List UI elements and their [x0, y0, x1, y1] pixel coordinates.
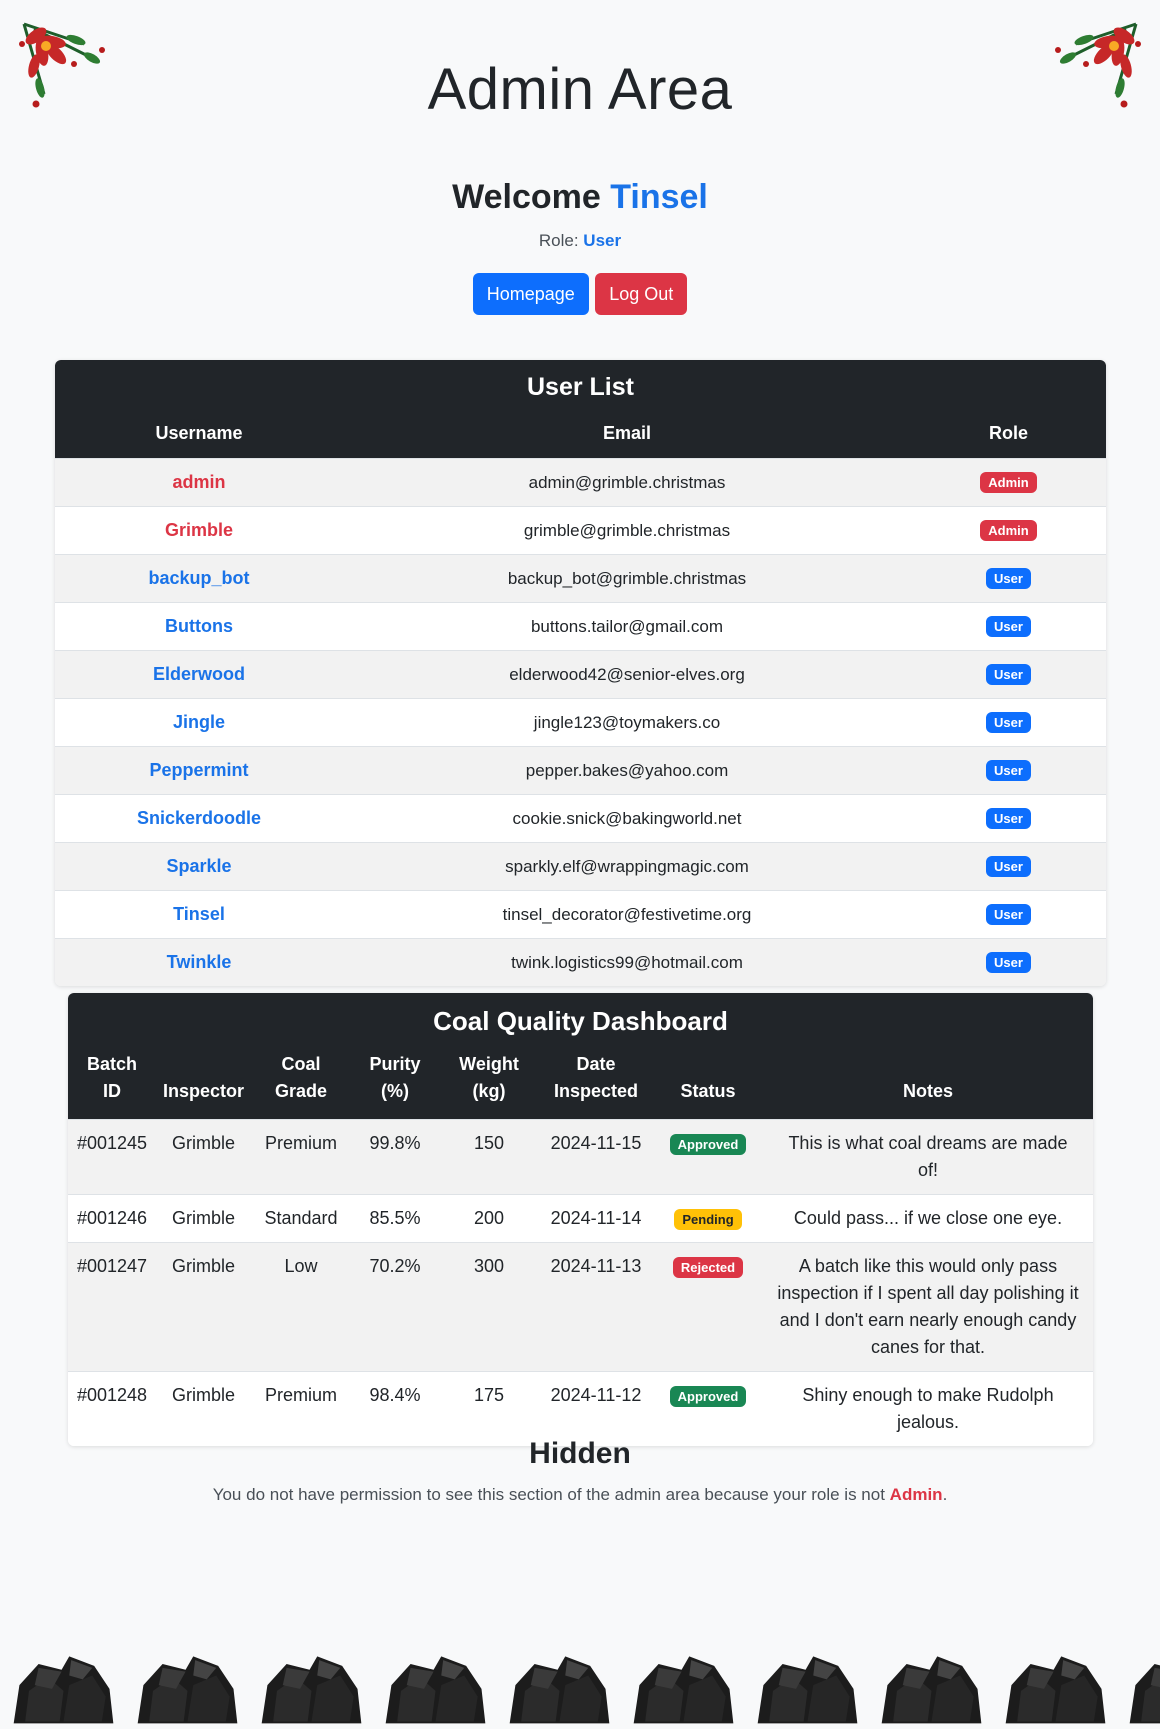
- table-row: [68, 1243, 1093, 1372]
- coal-pile-icon: [626, 1645, 741, 1729]
- hidden-message-role: Admin: [889, 1485, 943, 1504]
- hidden-message-suffix: .: [942, 1485, 948, 1504]
- logout-button[interactable]: Log Out: [595, 273, 687, 315]
- table-row: [68, 1120, 1093, 1195]
- role-cell: [911, 507, 1106, 555]
- email-cell: tinsel_decorator@festivetime.org: [343, 891, 911, 939]
- action-buttons: [0, 273, 1160, 315]
- username-cell: [55, 939, 343, 987]
- purity-cell: 85.5%: [351, 1195, 439, 1243]
- role-badge: User: [986, 568, 1031, 589]
- column-header-line1: Batch: [86, 1054, 137, 1074]
- table-row: [55, 459, 1106, 507]
- role-cell: [911, 603, 1106, 651]
- role-cell: [911, 939, 1106, 987]
- grade-cell: Premium: [251, 1372, 351, 1447]
- column-header-line2: Inspector: [162, 1081, 245, 1101]
- role-cell: [911, 795, 1106, 843]
- email-cell: backup_bot@grimble.christmas: [343, 555, 911, 603]
- table-row: [55, 555, 1106, 603]
- status-cell: [653, 1120, 763, 1195]
- coal-pile-icon: [6, 1645, 121, 1729]
- inspector-cell: Grimble: [156, 1195, 251, 1243]
- weight-cell: 175: [439, 1372, 539, 1447]
- role-cell: [911, 843, 1106, 891]
- column-header: [539, 1045, 653, 1120]
- role-cell: [911, 555, 1106, 603]
- purity-cell: 99.8%: [351, 1120, 439, 1195]
- column-header-line2: Inspected: [553, 1081, 639, 1101]
- coal-pile-icon: [750, 1645, 865, 1729]
- batch-id-cell: #001246: [68, 1195, 156, 1243]
- date-cell: 2024-11-13: [539, 1243, 653, 1372]
- coal-dashboard-card: [68, 993, 1093, 1446]
- column-header-line1: Date: [576, 1054, 616, 1074]
- weight-cell: 300: [439, 1243, 539, 1372]
- user-list-header-row: [55, 408, 1106, 459]
- notes-cell: Shiny enough to make Rudolph jealous.: [763, 1372, 1093, 1447]
- user-list-title: User List: [55, 360, 1106, 408]
- coal-pile-icon: [874, 1645, 989, 1729]
- column-header-role: Role: [911, 408, 1106, 459]
- status-cell: [653, 1372, 763, 1447]
- coal-dashboard-header-row: [68, 1045, 1093, 1120]
- column-header: [68, 1045, 156, 1120]
- username: Peppermint: [149, 760, 249, 780]
- role-cell: [911, 459, 1106, 507]
- column-header-line2: (%): [381, 1081, 409, 1101]
- coal-pile-icon: [254, 1645, 369, 1729]
- username-cell: [55, 891, 343, 939]
- date-cell: 2024-11-15: [539, 1120, 653, 1195]
- username: Twinkle: [166, 952, 232, 972]
- coal-pile-icon: [1122, 1645, 1160, 1729]
- homepage-button[interactable]: Homepage: [473, 273, 589, 315]
- username: Jingle: [172, 712, 225, 732]
- status-badge: Pending: [674, 1209, 741, 1230]
- user-list-table: [55, 408, 1106, 986]
- table-row: [55, 507, 1106, 555]
- table-row: [55, 939, 1106, 987]
- email-cell: cookie.snick@bakingworld.net: [343, 795, 911, 843]
- role-badge: User: [986, 616, 1031, 637]
- date-cell: 2024-11-12: [539, 1372, 653, 1447]
- username: Buttons: [165, 616, 233, 636]
- coal-footer-decoration: [0, 1645, 1160, 1729]
- welcome-heading: [0, 178, 1160, 217]
- role-cell: [911, 747, 1106, 795]
- hidden-section-title: Hidden: [529, 1437, 631, 1470]
- username-cell: [55, 843, 343, 891]
- column-header: [351, 1045, 439, 1120]
- column-header-line1: Coal: [281, 1054, 321, 1074]
- username-cell: [55, 747, 343, 795]
- column-header-email: Email: [343, 408, 911, 459]
- username: Snickerdoodle: [136, 808, 262, 828]
- column-header-line2: Status: [680, 1081, 736, 1101]
- table-row: [55, 795, 1106, 843]
- status-badge: Rejected: [673, 1257, 743, 1278]
- batch-id-cell: #001245: [68, 1120, 156, 1195]
- column-header-line2: (kg): [472, 1081, 506, 1101]
- notes-cell: This is what coal dreams are made of!: [763, 1120, 1093, 1195]
- table-row: [55, 747, 1106, 795]
- role-cell: [911, 891, 1106, 939]
- role-cell: [911, 699, 1106, 747]
- email-cell: elderwood42@senior-elves.org: [343, 651, 911, 699]
- status-badge: Approved: [670, 1386, 747, 1407]
- email-cell: buttons.tailor@gmail.com: [343, 603, 911, 651]
- role-value: User: [583, 231, 622, 250]
- column-header-line1: Purity: [369, 1054, 421, 1074]
- role-badge: User: [986, 760, 1031, 781]
- username-cell: [55, 555, 343, 603]
- email-cell: pepper.bakes@yahoo.com: [343, 747, 911, 795]
- notes-cell: A batch like this would only pass inspection if I spent all day polishing it and I don't earn nearly enough candy canes for that.: [763, 1243, 1093, 1372]
- username-cell: [55, 795, 343, 843]
- table-row: [55, 843, 1106, 891]
- email-cell: sparkly.elf@wrappingmagic.com: [343, 843, 911, 891]
- date-cell: 2024-11-14: [539, 1195, 653, 1243]
- role-badge: User: [986, 856, 1031, 877]
- table-row: [55, 891, 1106, 939]
- hidden-message-text: You do not have permission to see this section of the admin area because your role is not: [212, 1485, 885, 1504]
- table-row: [68, 1195, 1093, 1243]
- role-badge: User: [986, 712, 1031, 733]
- user-list-card: [55, 360, 1106, 986]
- coal-pile-icon: [998, 1645, 1113, 1729]
- purity-cell: 70.2%: [351, 1243, 439, 1372]
- batch-id-cell: #001247: [68, 1243, 156, 1372]
- status-cell: [653, 1243, 763, 1372]
- inspector-cell: Grimble: [156, 1120, 251, 1195]
- coal-pile-icon: [502, 1645, 617, 1729]
- username-cell: [55, 603, 343, 651]
- username: Sparkle: [166, 856, 232, 876]
- column-header: [653, 1045, 763, 1120]
- column-header: [439, 1045, 539, 1120]
- username: Elderwood: [152, 664, 245, 684]
- username: Tinsel: [173, 904, 225, 924]
- welcome-prefix: Welcome: [452, 178, 601, 216]
- username-cell: [55, 699, 343, 747]
- username-cell: [55, 651, 343, 699]
- coal-dashboard-title: Coal Quality Dashboard: [68, 993, 1093, 1045]
- welcome-username: Tinsel: [610, 178, 708, 216]
- role-line: [0, 231, 1160, 251]
- table-row: [55, 699, 1106, 747]
- notes-cell: Could pass... if we close one eye.: [763, 1195, 1093, 1243]
- email-cell: jingle123@toymakers.co: [343, 699, 911, 747]
- email-cell: admin@grimble.christmas: [343, 459, 911, 507]
- username: Grimble: [164, 520, 234, 540]
- column-header-line2: ID: [103, 1081, 121, 1101]
- username: admin: [172, 472, 226, 492]
- username: backup_bot: [148, 568, 250, 588]
- column-header: [251, 1045, 351, 1120]
- role-badge: Admin: [980, 472, 1036, 493]
- role-badge: User: [986, 808, 1031, 829]
- table-row: [68, 1372, 1093, 1447]
- grade-cell: Premium: [251, 1120, 351, 1195]
- coal-dashboard-table: [68, 1045, 1093, 1446]
- coal-pile-icon: [378, 1645, 493, 1729]
- email-cell: twink.logistics99@hotmail.com: [343, 939, 911, 987]
- inspector-cell: Grimble: [156, 1372, 251, 1447]
- table-row: [55, 603, 1106, 651]
- batch-id-cell: #001248: [68, 1372, 156, 1447]
- weight-cell: 200: [439, 1195, 539, 1243]
- grade-cell: Low: [251, 1243, 351, 1372]
- column-header: [763, 1045, 1093, 1120]
- status-badge: Approved: [670, 1134, 747, 1155]
- username-cell: [55, 459, 343, 507]
- purity-cell: 98.4%: [351, 1372, 439, 1447]
- hidden-section-message: [0, 1485, 1160, 1505]
- grade-cell: Standard: [251, 1195, 351, 1243]
- inspector-cell: Grimble: [156, 1243, 251, 1372]
- column-header-line1: Weight: [459, 1054, 519, 1074]
- weight-cell: 150: [439, 1120, 539, 1195]
- role-badge: User: [986, 904, 1031, 925]
- role-badge: Admin: [980, 520, 1036, 541]
- page-title: Admin Area: [427, 57, 733, 122]
- column-header: [156, 1045, 251, 1120]
- column-header-line2: Grade: [274, 1081, 328, 1101]
- column-header-line2: Notes: [902, 1081, 953, 1101]
- role-badge: User: [986, 664, 1031, 685]
- status-cell: [653, 1195, 763, 1243]
- role-badge: User: [986, 952, 1031, 973]
- coal-pile-icon: [130, 1645, 245, 1729]
- username-cell: [55, 507, 343, 555]
- role-cell: [911, 651, 1106, 699]
- table-row: [55, 651, 1106, 699]
- role-label: Role:: [538, 231, 579, 250]
- email-cell: grimble@grimble.christmas: [343, 507, 911, 555]
- column-header-username: Username: [55, 408, 343, 459]
